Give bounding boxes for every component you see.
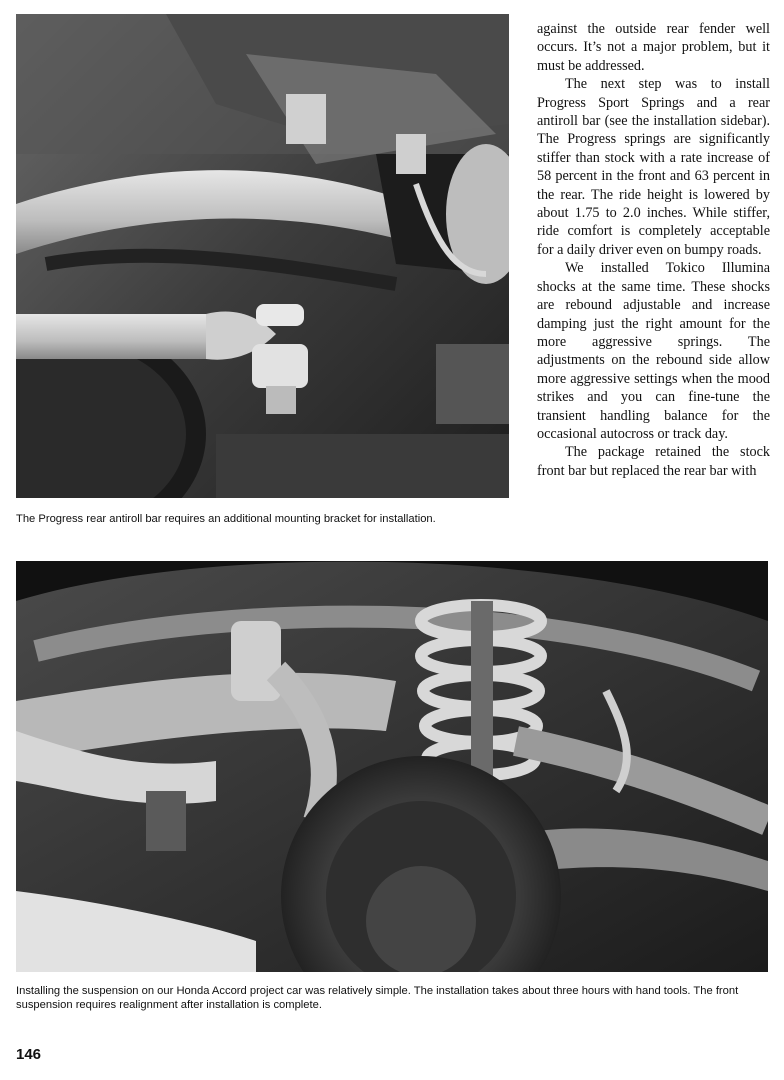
article-paragraph: We installed Tokico Illumina shocks at the same time. These shocks are rebound adjustable and increase damping just the right amount for the more aggressive springs. The adjustments on the rebound side allow more aggressive settings when the mood strikes and you can fine-tune the transient handling balance for the occasional autocross or track day.: [537, 260, 770, 442]
page-number: 146: [16, 1046, 42, 1063]
article-column: [537, 20, 770, 480]
antiroll-bar-photo-art: [16, 14, 509, 498]
article-paragraph: The next step was to install Progress Sport Springs and a rear antiroll bar (see the installation sidebar). The Progress springs are significantly stiffer than stock with a rate increase of 58 percent in the front and 63 percent in the rear. The ride height is lowered by about 1.75 to 2.0 inches. While stiffer, ride comfort is completely acceptable for a daily driver even on bumpy roads.: [537, 76, 770, 258]
suspension-install-photo: [16, 561, 768, 972]
article-paragraph: The package retained the stock front bar but replaced the rear bar with: [537, 444, 770, 479]
antiroll-bar-photo: [16, 14, 509, 498]
article-paragraph: against the outside rear fender well occurs. It’s not a major problem, but it must be addressed.: [537, 21, 770, 74]
bottom-photo-caption: Installing the suspension on our Honda Accord project car was relatively simple. The installation takes about three hours with hand tools. The front suspension requires realignment after installation is complete.: [16, 985, 739, 1011]
top-photo-caption: The Progress rear antiroll bar requires an additional mounting bracket for installation.: [16, 513, 436, 525]
suspension-install-photo-art: [16, 561, 768, 972]
